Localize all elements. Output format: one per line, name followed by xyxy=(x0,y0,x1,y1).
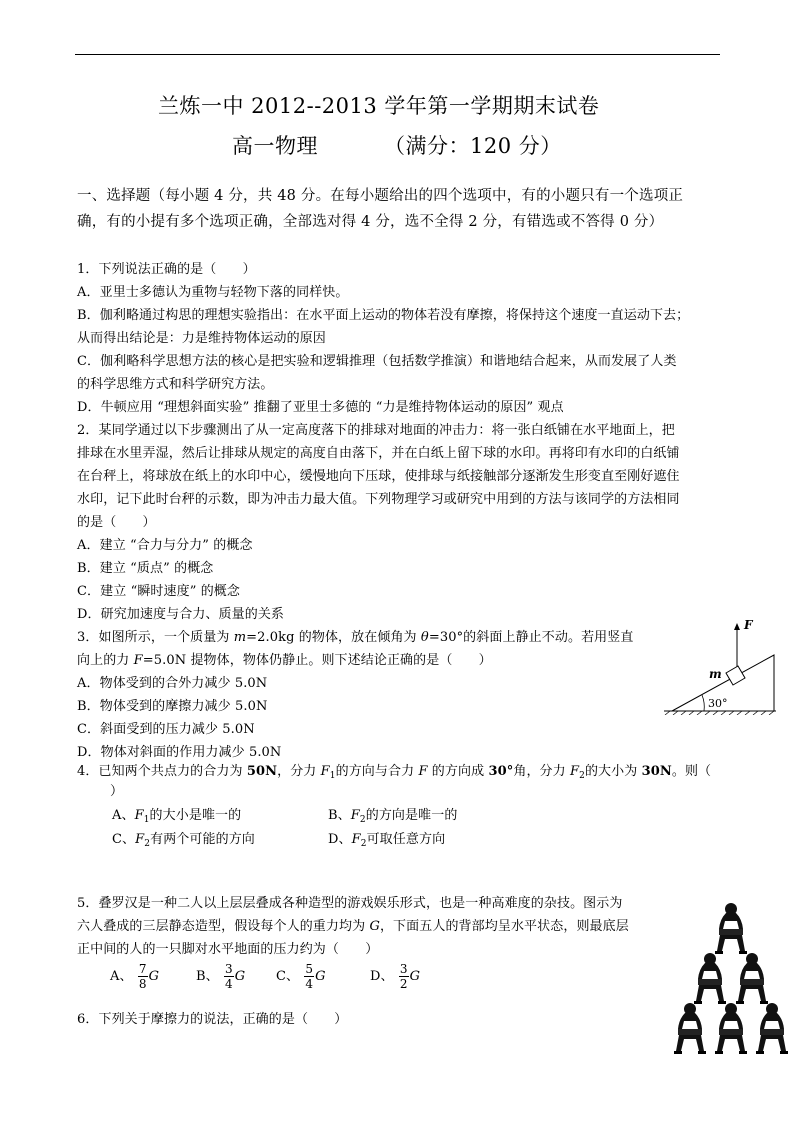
f1-symbol: F xyxy=(320,764,330,779)
q3-stem-text: 向上的力 xyxy=(77,653,134,668)
q2-option-c: C．建立 “瞬时速度” 的概念 xyxy=(77,584,241,599)
fig-angle-label: 30° xyxy=(708,697,728,710)
f2-symbol: F xyxy=(351,832,361,847)
ground-hatching xyxy=(665,711,774,715)
q2-stem-line3: 在台秤上，将球放在纸上的水印中心，缓慢地向下压球，使排球与纸接触部分逐渐发生形变直至刚好遮住 xyxy=(77,469,680,484)
q4-text: 的方向与合力 xyxy=(335,764,419,779)
q4-option-c xyxy=(112,828,255,849)
weight-symbol: G xyxy=(234,969,246,984)
q5-text: ，下面五人的背部均呈水平状态，则最底层 xyxy=(379,919,629,934)
q5-stem-line2 xyxy=(77,915,629,934)
fraction xyxy=(304,962,314,991)
section-instructions-line2: 确，有的小提有多个选项正确，全部选对得 4 分，选不全得 2 分，有错选或不答得 0 分） xyxy=(77,214,664,230)
exam-title: 兰炼一中 2012--2013 学年第一学期期末试卷 xyxy=(158,94,600,118)
q3-stem-text: =30°的斜面上静止不动。若用竖直 xyxy=(428,630,634,645)
denominator: 2 xyxy=(399,977,408,991)
q3-stem-line1 xyxy=(77,626,633,645)
exam-score: （满分：120 分） xyxy=(384,134,562,158)
f2-symbol: F xyxy=(350,808,360,823)
q3-option-c: C．斜面受到的压力减少 5.0N xyxy=(77,722,255,737)
block xyxy=(726,666,745,685)
fraction xyxy=(224,962,234,991)
q5-option-b xyxy=(196,962,245,991)
q2-stem-line4: 水印，记下此时台秤的示数，即为冲击力最大值。下列物理学习或研究中用到的方法与该同学的方法相同 xyxy=(77,492,680,507)
q5-option-d xyxy=(370,962,420,991)
q4-text: 的方向成 xyxy=(427,764,489,779)
incline-figure xyxy=(660,615,780,715)
force-arrow-head xyxy=(734,623,740,630)
denominator: 8 xyxy=(138,977,147,991)
q5-text: 六人叠成的三层静态造型，假设每个人的重力均为 xyxy=(77,919,370,934)
q1-option-a: A．亚里士多德认为重物与轻物下落的同样快。 xyxy=(77,285,349,300)
option-text: 的方向是唯一的 xyxy=(365,808,458,823)
numerator: 3 xyxy=(399,962,408,976)
option-label: B、 xyxy=(196,969,219,984)
fig-force-label: F xyxy=(744,618,753,632)
numerator: 3 xyxy=(225,962,233,976)
pyramid-middle-left-person xyxy=(694,953,726,1004)
q5-option-c xyxy=(276,962,326,991)
q2-option-a: A．建立 “合力与分力” 的概念 xyxy=(77,538,253,553)
pyramid-bottom-center-person xyxy=(715,1003,747,1054)
section-instructions-line1: 一、选择题（每小题 4 分，共 48 分。在每小题给出的四个选项中，有的小题只有一个选项正 xyxy=(77,188,684,204)
angle-arc xyxy=(702,695,704,711)
numerator: 5 xyxy=(305,962,314,976)
f2-symbol: F xyxy=(135,832,145,847)
option-label: A、 xyxy=(112,808,135,823)
q3-stem-text: =2.0kg 的物体，放在倾角为 xyxy=(246,630,421,645)
option-label: C、 xyxy=(276,969,300,984)
f2-subscript: 2 xyxy=(359,815,366,825)
exam-subject: 高一物理 xyxy=(232,134,318,158)
q4-option-a xyxy=(112,804,241,825)
top-rule xyxy=(75,54,720,55)
option-label: A、 xyxy=(110,969,133,984)
q5-stem-line3: 正中间的人的一只脚对水平地面的压力约为（ ） xyxy=(77,942,379,957)
q2-option-b: B．建立 “质点” 的概念 xyxy=(77,561,214,576)
f1-symbol: F xyxy=(134,808,144,823)
option-text: 可取任意方向 xyxy=(366,832,446,847)
q1-option-b-line2: 从而得出结论是：力是维持物体运动的原因 xyxy=(77,331,326,346)
human-pyramid-figure xyxy=(672,895,790,1070)
q1-option-c-line1: C．伽利略科学思想方法的核心是把实验和逻辑推理（包括数学推演）和谐地结合起来，从而发展了人类 xyxy=(77,354,677,369)
pyramid-middle-right-person xyxy=(736,953,768,1004)
q1-stem: 1．下列说法正确的是（ ） xyxy=(77,262,256,277)
q4-stem-line2: ） xyxy=(110,784,124,799)
component-value: 30N xyxy=(641,764,672,779)
q3-stem-text: =5.0N 提物体，物体仍静止。则下述结论正确的是（ ） xyxy=(142,653,492,668)
weight-symbol: G xyxy=(315,969,326,984)
q4-text: ，分力 xyxy=(277,764,321,779)
f-symbol: F xyxy=(418,764,428,779)
q3-stem-line2 xyxy=(77,649,492,668)
q4-option-d xyxy=(328,828,445,849)
fig-mass-label: m xyxy=(709,667,722,681)
pyramid-bottom-right-person xyxy=(756,1003,788,1054)
q3-option-d: D．物体对斜面的作用力减少 5.0N xyxy=(77,745,282,760)
q5-option-a xyxy=(110,962,159,991)
option-label: D、 xyxy=(370,969,394,984)
q2-stem-line1: 2．某同学通过以下步骤测出了从一定高度落下的排球对地面的冲击力：将一张白纸铺在水平地面上，把 xyxy=(77,423,675,438)
option-label: D、 xyxy=(328,832,352,847)
q2-stem-line2: 排球在水里弄湿，然后让排球从规定的高度自由落下，并在白纸上留下球的水印。再将印有水印的白纸铺 xyxy=(77,446,680,461)
pyramid-bottom-left-person xyxy=(674,1003,706,1054)
q1-option-d: D．牛顿应用 “理想斜面实验” 推翻了亚里士多德的 “力是维持物体运动的原因” 观点 xyxy=(77,400,564,415)
option-label: C、 xyxy=(112,832,136,847)
q3-option-a: A．物体受到的合外力减少 5.0N xyxy=(77,676,268,691)
f2-subscript: 2 xyxy=(579,771,585,781)
q4-stem-line1 xyxy=(77,760,711,781)
pyramid-top-person xyxy=(715,903,747,954)
resultant-value: 50N xyxy=(246,764,278,779)
f2-subscript: 2 xyxy=(144,839,151,849)
q1-option-c-line2: 的科学思维方式和科学研究方法。 xyxy=(77,377,274,392)
q5-stem-line1: 5．叠罗汉是一种二人以上层层叠成各种造型的游戏娱乐形式，也是一种高难度的杂技。图示为 xyxy=(77,896,623,911)
angle-value: 30° xyxy=(488,764,514,779)
mass-symbol: m xyxy=(233,630,247,645)
numerator: 7 xyxy=(138,962,147,976)
q2-option-d: D．研究加速度与合力、质量的关系 xyxy=(77,607,285,622)
q6-stem: 6．下列关于摩擦力的说法，正确的是（ ） xyxy=(77,1012,348,1027)
angle-symbol: θ xyxy=(420,630,429,645)
q4-text: 。则（ xyxy=(671,764,712,779)
q4-option-b xyxy=(328,804,457,825)
option-text: 的大小是唯一的 xyxy=(149,808,242,823)
f2-subscript: 2 xyxy=(360,839,367,849)
denominator: 4 xyxy=(305,977,314,991)
q3-stem-text: 3．如图所示，一个质量为 xyxy=(77,630,234,645)
f1-subscript: 1 xyxy=(143,815,150,825)
option-text: 有两个可能的方向 xyxy=(150,832,255,847)
weight-symbol: G xyxy=(409,969,421,984)
f2-symbol: F xyxy=(569,764,580,779)
option-label: B、 xyxy=(328,808,351,823)
q1-option-b-line1: B．伽利略通过构思的理想实验指出：在水平面上运动的物体若没有摩擦，将保持这个速度一直运动下去； xyxy=(77,308,690,323)
q4-text: 角，分力 xyxy=(513,764,570,779)
weight-symbol: G xyxy=(369,919,380,934)
fraction xyxy=(399,962,409,991)
fraction xyxy=(138,962,148,991)
weight-symbol: G xyxy=(148,969,160,984)
q4-text: 的大小为 xyxy=(584,764,642,779)
force-symbol: F xyxy=(133,653,143,668)
denominator: 4 xyxy=(225,977,233,991)
q4-text: 4．已知两个共点力的合力为 xyxy=(77,764,247,779)
q2-stem-line5: 的是（ ） xyxy=(77,515,156,530)
q3-option-b: B．物体受到的摩擦力减少 5.0N xyxy=(77,699,268,714)
f1-subscript: 1 xyxy=(329,771,336,781)
